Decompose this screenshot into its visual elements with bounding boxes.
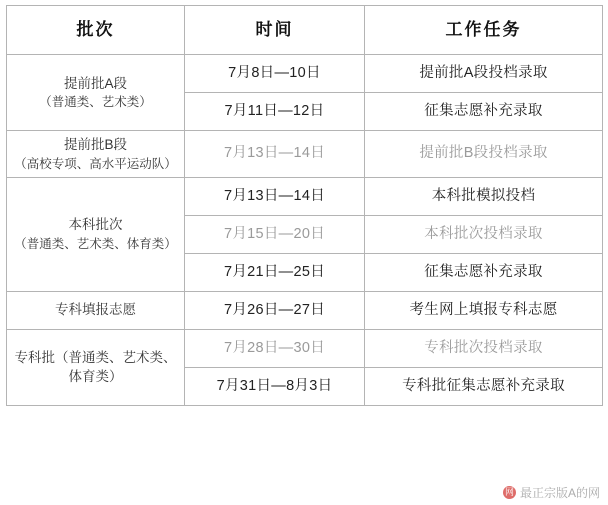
task-cell: 考生网上填报专科志愿 bbox=[365, 291, 603, 329]
task-cell: 专科批征集志愿补充录取 bbox=[365, 367, 603, 405]
time-cell: 7月15日—20日 bbox=[185, 215, 365, 253]
stage-name: 本科批次 bbox=[68, 217, 123, 233]
stage-cell bbox=[7, 329, 185, 405]
watermark-text: 最正宗版A的网 bbox=[519, 486, 600, 500]
column-header-time: 时间 bbox=[185, 6, 365, 55]
column-header-stage: 批次 bbox=[7, 6, 185, 55]
stage-name: 提前批B段 bbox=[63, 137, 127, 152]
stage-cell bbox=[7, 55, 185, 131]
time-cell: 7月26日—27日 bbox=[185, 291, 365, 329]
column-header-task: 工作任务 bbox=[365, 6, 603, 55]
time-cell: 7月13日—14日 bbox=[185, 177, 365, 215]
stage-subtitle: （普通类、艺术类、体育类） bbox=[14, 236, 177, 251]
table-header-row bbox=[7, 6, 603, 55]
table-row bbox=[7, 131, 603, 178]
time-cell: 7月21日—25日 bbox=[185, 253, 365, 291]
stage-cell bbox=[7, 177, 185, 291]
watermark bbox=[503, 484, 600, 501]
stage-name: 专科批（普通类、艺术类、体育类） bbox=[14, 349, 177, 385]
time-cell: 7月8日—10日 bbox=[185, 55, 365, 93]
time-cell: 7月11日—12日 bbox=[185, 93, 365, 131]
stage-name: 提前批A段 bbox=[63, 75, 127, 91]
task-cell: 征集志愿补充录取 bbox=[365, 93, 603, 131]
task-cell: 提前批A段投档录取 bbox=[365, 55, 603, 93]
stage-cell bbox=[7, 291, 185, 329]
table-row bbox=[7, 291, 603, 329]
table-row bbox=[7, 329, 603, 367]
stage-subtitle: （普通类、艺术类） bbox=[39, 95, 152, 110]
table-row bbox=[7, 55, 603, 93]
table-row bbox=[7, 177, 603, 215]
time-cell: 7月13日—14日 bbox=[185, 131, 365, 178]
task-cell: 本科批模拟投档 bbox=[365, 177, 603, 215]
task-cell: 征集志愿补充录取 bbox=[365, 253, 603, 291]
task-cell: 提前批B段投档录取 bbox=[365, 131, 603, 178]
stage-name: 专科填报志愿 bbox=[55, 302, 136, 318]
exam-schedule-table bbox=[6, 5, 603, 406]
stage-cell bbox=[7, 131, 185, 178]
time-cell: 7月31日—8月3日 bbox=[185, 367, 365, 405]
time-cell: 7月28日—30日 bbox=[185, 329, 365, 367]
watermark-logo-icon: 网 bbox=[504, 487, 514, 497]
stage-subtitle: （高校专项、高水平运动队） bbox=[14, 156, 177, 171]
task-cell: 专科批次投档录取 bbox=[365, 329, 603, 367]
task-cell: 本科批次投档录取 bbox=[365, 215, 603, 253]
table-body bbox=[7, 55, 603, 406]
